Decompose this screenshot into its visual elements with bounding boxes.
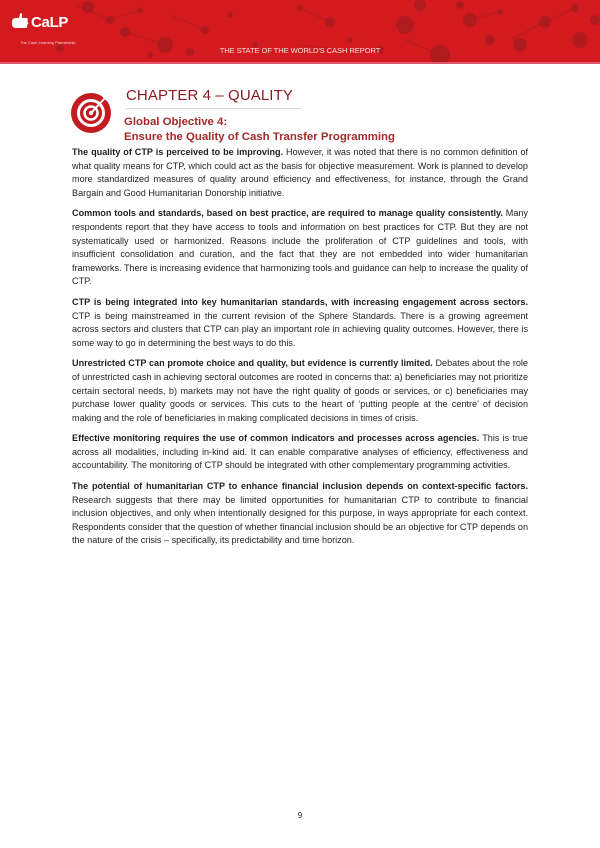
report-title: THE STATE OF THE WORLD'S CASH REPORT bbox=[219, 46, 381, 55]
paragraph bbox=[72, 357, 528, 425]
paragraph-lead: Unrestricted CTP can promote choice and quality, but evidence is currently limited. bbox=[72, 358, 433, 369]
objective-label: Global Objective 4: bbox=[124, 116, 228, 128]
paragraph bbox=[72, 146, 528, 200]
paragraph bbox=[72, 432, 528, 473]
header-banner bbox=[0, 0, 600, 62]
logo-tagline: The Cash Learning Partnership bbox=[20, 40, 76, 45]
target-icon bbox=[70, 90, 114, 134]
global-objective-heading bbox=[124, 115, 395, 144]
paragraph-lead: Effective monitoring requires the use of common indicators and processes across agencies. bbox=[72, 433, 480, 444]
hand-logo-icon bbox=[10, 12, 30, 32]
logo-text: CaLP bbox=[31, 14, 69, 31]
paragraph bbox=[72, 296, 528, 350]
paragraph-lead: The potential of humanitarian CTP to enhance financial inclusion depends on context-specific factors. bbox=[72, 481, 528, 492]
chapter-title-rule bbox=[126, 108, 302, 109]
paragraph-text: Research suggests that there may be limited opportunities for humanitarian CTP to contribute to financial inclusion objectives, and only when intentionally designed for this purpose, in ways appropriate for each context. Respondents consider that the question of whether financial inclusion should be an objective for CTP depends on the nature of the crisis – specifically, its predictability and time horizon. bbox=[72, 494, 528, 546]
paragraph-text: Debates about the role of unrestricted cash in achieving sectoral outcomes are rooted in concerns that: a) beneficiaries may not prioritize certain sectoral needs, b) markets may not have the right quality of goods or services, or c) beneficiaries may purchase lower quality goods or services. This cuts to the heart of ‘putting people at the centre’ of decision making and the role of beneficiaries in making complicated decisions in times of crisis. bbox=[72, 358, 528, 423]
paragraph-lead: The quality of CTP is perceived to be improving. bbox=[72, 147, 284, 157]
calp-logo bbox=[10, 12, 80, 45]
paragraph-text: Many respondents report that they have access to tools and information on best practices for CTP. But they are not systematically used or harmonized. Reasons include the proliferation of CTP guidelines and tools, with insufficient consolidation and curation, and the fact that they are not embedded into wider humanitarian frameworks. There is increasing evidence that harmonizing tools and guidance can help to increase the quality of CTP. bbox=[72, 208, 528, 287]
chapter-body bbox=[72, 146, 528, 555]
paragraph-lead: Common tools and standards, based on best practice, are required to manage quality consistently. bbox=[72, 208, 503, 219]
chapter-title: CHAPTER 4 – QUALITY bbox=[126, 87, 293, 104]
paragraph-text: CTP is being mainstreamed in the current revision of the Sphere Standards. There is a growing agreement across sectors and clusters that CTP can play an important role in achieving quality outcomes. However, there is some way to go in determining the best ways to do this. bbox=[72, 310, 528, 348]
paragraph-lead: CTP is being integrated into key humanitarian standards, with increasing engagement across sectors. bbox=[72, 296, 528, 307]
paragraph-text: However, it was noted that there is no common definition of what quality means for CTP, which could act as the basis for objective measurement. Work is planned to develop more standardized measures of quality around efficiency and effectiveness, for instance, through the Grand Bargain and Good Humanitarian Donorship initiative. bbox=[72, 147, 529, 198]
paragraph bbox=[72, 480, 528, 548]
paragraph bbox=[72, 207, 528, 289]
page-number: 9 bbox=[297, 811, 303, 820]
objective-title: Ensure the Quality of Cash Transfer Programming bbox=[124, 130, 395, 143]
banner-divider bbox=[0, 62, 600, 64]
paragraph-text: This is true across all modalities, including in-kind aid. It can enable comparative analyses of efficiency, effectiveness and accountability. The monitoring of CTP should be integrated with other complementary programming activities. bbox=[72, 433, 528, 471]
